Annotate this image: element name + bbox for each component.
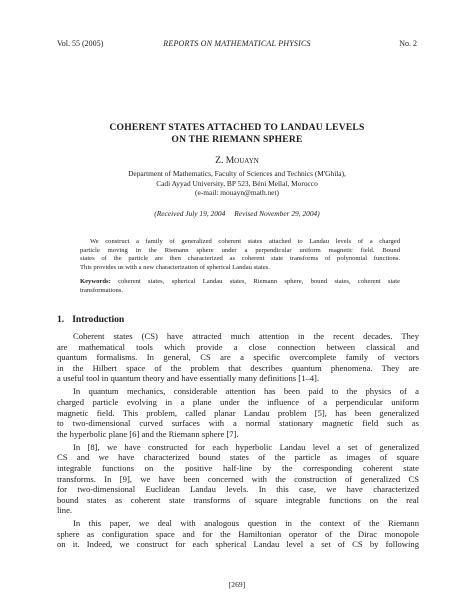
paragraph <box>57 331 419 384</box>
affiliation <box>40 169 434 198</box>
paragraph <box>57 518 419 550</box>
text-line: bound states as coherent state transforms of square integrable functions on the real <box>57 494 419 505</box>
paragraph <box>57 386 419 439</box>
text-line: In [8], we have constructed for each hyperbolic Landau level a set of generalized <box>73 441 419 452</box>
affiliation-line-2: Cadi Ayyad University, BP 523, Béni Mellal, Morocco <box>156 178 318 188</box>
text-line: on it. Indeed, we construct for each spherical Landau level a set of CS by following <box>57 539 419 550</box>
paragraph <box>57 442 419 516</box>
keywords-line <box>80 278 400 287</box>
body-text <box>57 331 419 552</box>
journal-name: REPORTS ON MATHEMATICAL PHYSICS <box>163 39 311 48</box>
abstract-line: particle moving in the Riemann sphere under a perpendicular uniform magnetic field. Bound <box>80 246 400 254</box>
keywords-list: coherent states, spherical Landau states, Riemann sphere, bound states, coherent state <box>110 278 400 285</box>
text-line: in the Hilbert space of the problem that describes quantum phenomena. They are <box>57 362 419 373</box>
received-date: (Received July 19, 2004 <box>154 209 226 218</box>
text-line: line. <box>57 505 73 516</box>
keywords <box>80 278 400 295</box>
author-surname: Mouayn <box>225 156 259 166</box>
text-line: transforms. In [9], we have been concerned with the construction of generalized CS <box>57 473 419 484</box>
text-line: a useful tool in quantum theory and have essentially many definitions [1–4]. <box>57 373 320 384</box>
text-line: In this paper, we deal with analogous question in the context of the Riemann <box>73 518 419 529</box>
volume-info: Vol. 55 (2005) <box>57 39 104 48</box>
abstract-line: This provides us with a new characterization of spherical Landau states. <box>80 263 270 271</box>
page-number: [269] <box>228 580 246 589</box>
author <box>40 155 434 167</box>
text-line: to two-dimensional curved surfaces with a normal stationary magnetic field such as <box>57 418 419 429</box>
text-line: charged particle evolving in a plane under the influence of a perpendicular uniform <box>57 396 419 407</box>
section-title: Introduction <box>72 314 125 325</box>
running-head <box>57 38 417 50</box>
abstract-line: states of the particle are then characterized as coherent state transforms of polynomial functions. <box>80 255 400 263</box>
section-heading <box>57 314 124 326</box>
abstract-line: We construct a family of generalized coherent states attached to Landau levels of a charged <box>90 238 400 245</box>
text-line: for two-dimensional Euclidean Landau levels. In this case, we have characterized <box>57 484 419 495</box>
revised-date: Revised November 29, 2004) <box>234 209 320 218</box>
text-line: sphere as configuration space and for the Hamiltonian operator of the Dirac monopole <box>57 528 419 539</box>
abstract <box>80 238 400 272</box>
text-line: In quantum mechanics, considerable attention has been paid to the physics of a <box>73 386 419 397</box>
paper-title <box>40 122 434 146</box>
text-line: the hyperbolic plane [6] and the Riemann sphere [7]. <box>57 428 239 439</box>
text-line: magnetic field. This problem, called planar Landau problem [5], has been generalized <box>57 407 419 418</box>
text-line: quantum formalisms. In general, CS are a specific overcomplete family of vectors <box>57 352 419 363</box>
text-line: Coherent states (CS) have attracted much attention in the recent decades. They <box>73 331 419 341</box>
issue-number: No. 2 <box>399 39 417 48</box>
section-number: 1. <box>57 314 65 325</box>
affiliation-email: (e-mail: mouayn@math.net) <box>195 188 279 198</box>
author-initial: Z. <box>215 156 224 166</box>
text-line: integrable functions on the positive half-line by the corresponding coherent state <box>57 462 419 473</box>
affiliation-line-1: Department of Mathematics, Faculty of Sciences and Technics (M'Ghila), <box>128 169 346 178</box>
submission-dates <box>40 209 434 219</box>
text-line: CS and we have characterized bound states of the particle as images of square <box>57 452 419 463</box>
keywords-label: Keywords: <box>80 278 111 285</box>
keywords-line: transformations. <box>80 286 124 294</box>
title-line-2: ON THE RIEMANN SPHERE <box>171 134 303 145</box>
text-line: are mathematical tools which provide a close connection between classical and <box>57 341 419 352</box>
title-line-1: COHERENT STATES ATTACHED TO LANDAU LEVELS <box>109 122 365 133</box>
